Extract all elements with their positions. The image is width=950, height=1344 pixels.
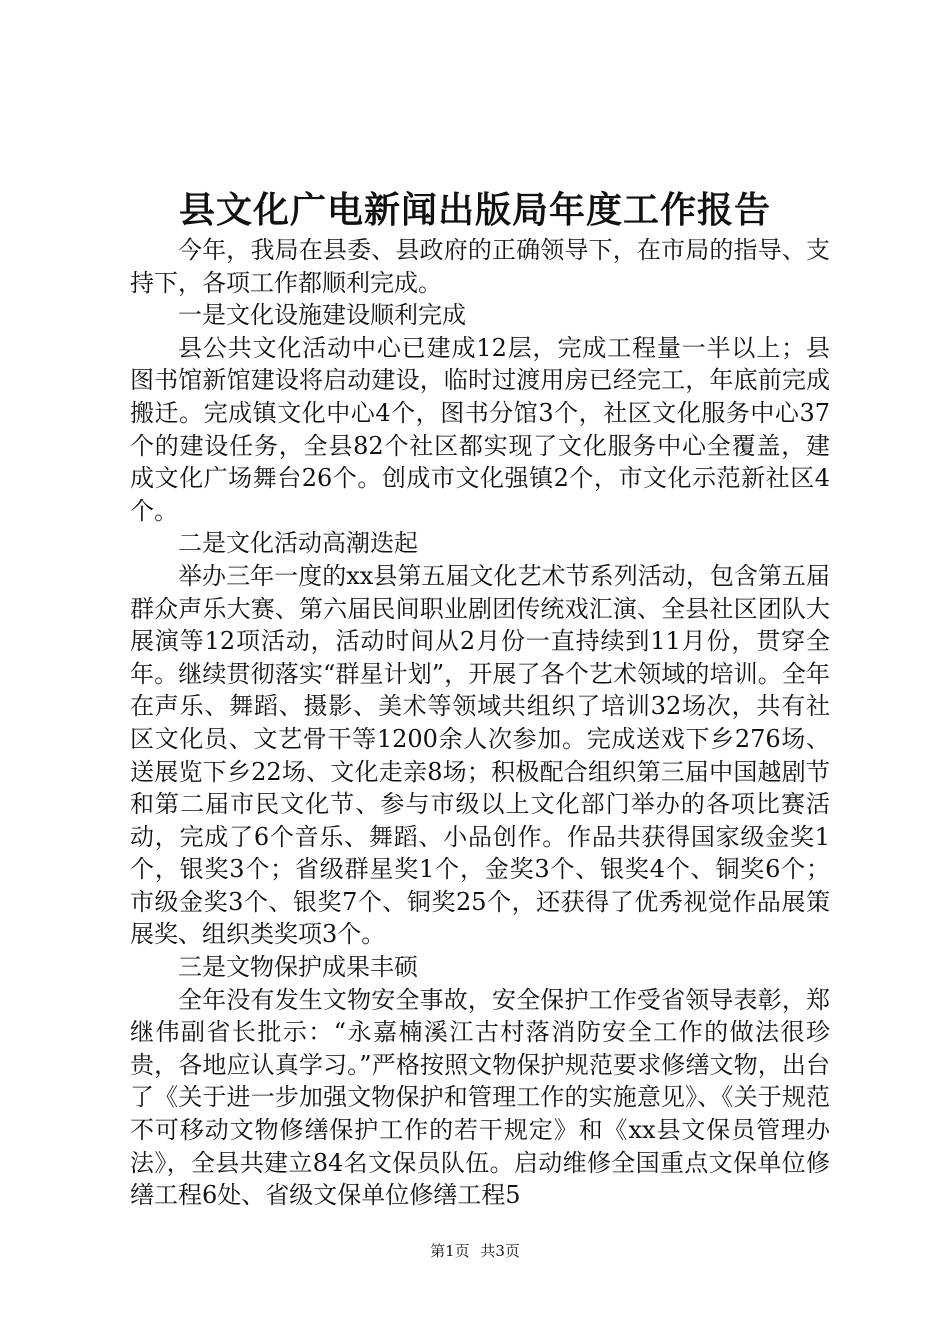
page-total: 共3页 xyxy=(480,1242,520,1260)
paragraph-activities: 举办三年一度的xx县第五届文化艺术节系列活动，包含第五届群众声乐大赛、第六届民间职业剧团传统戏汇演、全县社区团队大展演等12项活动，活动时间从2月份一直持续到11月份，贯穿全年。继续贯彻落实“群星计划”，开展了各个艺术领域的培训。全年在声乐、舞蹈、摄影、美术等领域共组织了培训32场次，共有社区文化员、文艺骨干等1200余人次参加。完成送戏下乡276场、送展览下乡22场、文化走亲8场；积极配合组织第三届中国越剧节和第二届市民文化节、参与市级以上文化部门举办的各项比赛活动，完成了6个音乐、舞蹈、小品创作。作品共获得国家级金奖1个，银奖3个；省级群星奖1个，金奖3个、银奖4个、铜奖6个；市级金奖3个、银奖7个、铜奖25个，还获得了优秀视觉作品展策展奖、组织类奖项3个。 xyxy=(130,561,830,949)
section-heading-relics: 三是文物保护成果丰硕 xyxy=(178,953,418,982)
paragraph-facilities: 县公共文化活动中心已建成12层，完成工程量一半以上；县图书馆新馆建设将启动建设，临时过渡用房已经完工，年底前完成搬迁。完成镇文化中心4个，图书分馆3个，社区文化服务中心37个的建设任务，全县82个社区都实现了文化服务中心全覆盖，建成文化广场舞台26个。创成市文化强镇2个，市文化示范新社区4个。 xyxy=(130,333,830,525)
document-title: 县文化广电新闻出版局年度工作报告 xyxy=(178,189,771,231)
section-heading-activities: 二是文化活动高潮迭起 xyxy=(178,529,418,558)
section-heading-facilities: 一是文化设施建设顺利完成 xyxy=(178,301,466,330)
page-number: 第1页 xyxy=(430,1242,470,1260)
document-body xyxy=(130,234,830,1212)
page-footer xyxy=(0,1241,950,1261)
intro-paragraph: 今年，我局在县委、县政府的正确领导下，在市局的指导、支持下，各项工作都顺利完成。 xyxy=(130,236,830,297)
paragraph-relics: 全年没有发生文物安全事故，安全保护工作受省领导表彰，郑继伟副省长批示：“永嘉楠溪江古村落消防安全工作的做法很珍贵，各地应认真学习。”严格按照文物保护规范要求修缮文物，出台了《关于进一步加强文物保护和管理工作的实施意见》、《关于规范不可移动文物修缮保护工作的若干规定》和《xx县文保员管理办法》，全县共建立84名文保员队伍。启动维修全国重点文保单位修缮工程6处、省级文保单位修缮工程5 xyxy=(130,985,830,1210)
